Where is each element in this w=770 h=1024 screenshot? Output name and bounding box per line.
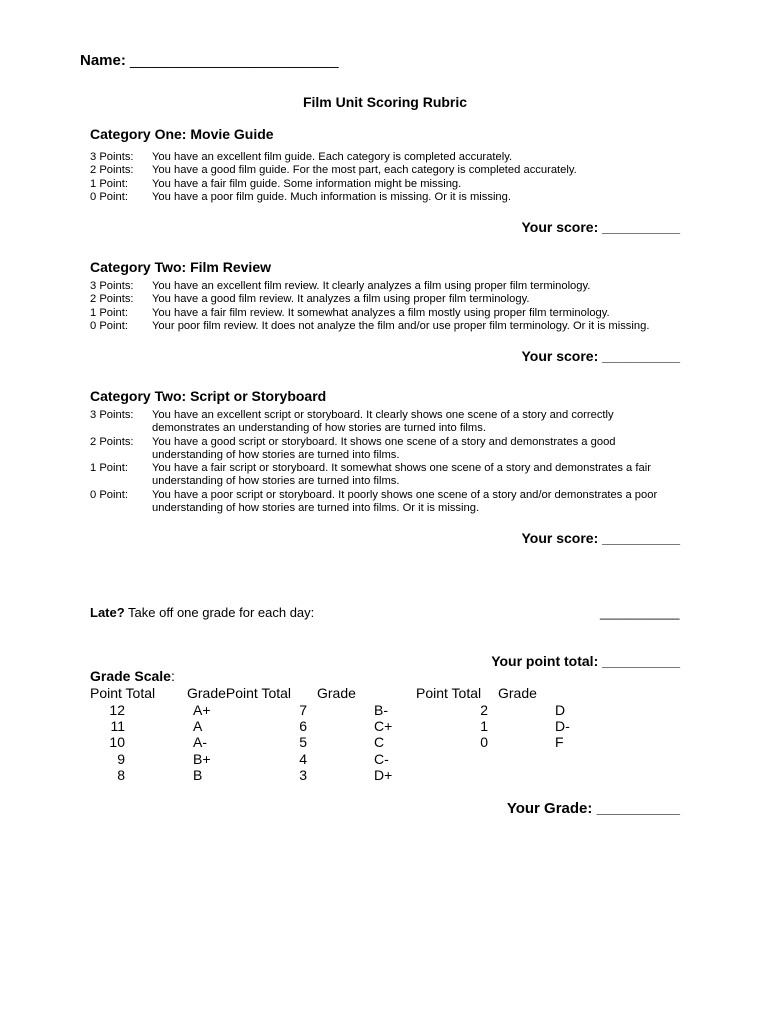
rubric-row [90, 489, 690, 516]
grade-point: 11 [110, 718, 125, 735]
grade-scale-label [90, 668, 175, 684]
points-description-cont: understanding of how stories are turned into films. [152, 475, 400, 488]
col2-points [270, 702, 307, 783]
category-three-rubric [90, 409, 690, 515]
category-three-title: Category Two: Script or Storyboard [90, 388, 327, 404]
late-instruction [90, 605, 314, 620]
header-grade-3: Grade [498, 685, 537, 701]
points-description: You have an excellent film review. It clearly analyzes a film using proper film terminology. [152, 280, 591, 292]
category-three-score[interactable]: Your score: __________ [521, 530, 680, 546]
header-point-total-1: Point Total [90, 685, 156, 701]
col3-points [450, 702, 488, 751]
points-description: You have a good film review. It analyzes a film using proper film terminology. [152, 293, 530, 306]
points-description: Your poor film review. It does not analyze the film and/or use proper film terminology. Or it is missing. [152, 319, 650, 332]
col1-points [90, 702, 125, 783]
rubric-row [90, 409, 690, 436]
points-label: 3 Points: [90, 409, 134, 421]
header-grade-point-total: GradePoint Total [187, 685, 292, 701]
points-description-cont: understanding of how stories are turned into films. Or it is missing. [152, 502, 480, 515]
points-description-cont: demonstrates an understanding of how stories are turned into films. [152, 422, 486, 435]
grade-letter: B [193, 766, 203, 783]
points-label: 3 Points: [90, 151, 134, 163]
your-grade[interactable]: Your Grade: __________ [506, 800, 680, 817]
grade-point: 8 [117, 766, 125, 783]
header-grade-2: Grade [317, 685, 356, 701]
col2-grades [374, 702, 392, 783]
grade-scale-title: Grade Scale [90, 668, 171, 684]
grade-point: 10 [109, 734, 125, 751]
points-description: You have a fair film review. It somewhat analyzes a film mostly using proper film terminology. [152, 306, 610, 319]
category-one-rubric [90, 151, 690, 204]
points-label: 3 Points: [90, 280, 134, 292]
category-one-title: Category One: Movie Guide [90, 126, 274, 142]
points-description: You have a poor script or storyboard. It poorly shows one scene of a story and/or demonstrates a poor [152, 488, 658, 501]
grade-point: 4 [299, 750, 307, 767]
rubric-row [90, 151, 690, 164]
rubric-row [90, 436, 690, 463]
points-description-cont: understanding of how stories are turned into films. [152, 448, 400, 461]
points-description: You have a fair script or storyboard. It somewhat shows one scene of a story and demonstrates a fair [152, 462, 651, 475]
point-total[interactable]: Your point total: __________ [491, 653, 680, 669]
rubric-row [90, 164, 690, 177]
grade-letter: C+ [374, 718, 393, 735]
points-description: You have an excellent script or storyboard. It clearly shows one scene of a story and correctly [152, 409, 614, 421]
grade-point: 0 [480, 734, 488, 751]
rubric-row [90, 307, 690, 320]
grade-point: 12 [109, 702, 125, 718]
category-two-rubric [90, 280, 690, 333]
grade-point: 2 [480, 702, 488, 718]
grade-letter: A+ [193, 702, 211, 718]
points-description: You have a fair film guide. Some information might be missing. [152, 177, 462, 190]
late-blank[interactable]: ___________ [600, 605, 680, 620]
grade-point: 9 [117, 750, 125, 767]
points-description: You have a good script or storyboard. It shows one scene of a story and demonstrates a good [152, 435, 616, 448]
name-field[interactable] [80, 52, 339, 69]
name-label: Name: [80, 52, 126, 69]
points-description: You have a good film guide. For the most part, each category is completed accurately. [152, 164, 577, 177]
points-description: You have an excellent film guide. Each category is completed accurately. [152, 151, 513, 163]
points-label: 2 Points: [90, 435, 134, 448]
grade-letter: A [193, 718, 203, 735]
rubric-row [90, 462, 690, 489]
points-label: 1 Point: [90, 306, 128, 319]
name-blank: _________________________ [130, 52, 339, 69]
rubric-row [90, 293, 690, 306]
points-label: 0 Point: [90, 190, 128, 203]
rubric-row [90, 320, 690, 333]
col1-grades [193, 702, 211, 783]
grade-letter: D+ [374, 766, 393, 783]
late-text: Take off one grade for each day: [124, 605, 315, 620]
late-label: Late? [90, 605, 125, 620]
points-label: 2 Points: [90, 164, 134, 177]
grade-letter: B+ [193, 750, 211, 767]
category-two-title: Category Two: Film Review [90, 259, 271, 275]
rubric-row [90, 178, 690, 191]
grade-scale-colon: : [170, 668, 175, 684]
grade-point: 7 [299, 702, 307, 718]
points-label: 0 Point: [90, 319, 128, 332]
page-title: Film Unit Scoring Rubric [302, 94, 468, 110]
header-point-total-3: Point Total [416, 685, 482, 701]
rubric-row [90, 280, 690, 293]
col3-grades [555, 702, 570, 751]
rubric-row [90, 191, 690, 204]
grade-letter: C [374, 734, 385, 751]
grade-letter: F [555, 734, 564, 751]
points-label: 2 Points: [90, 293, 134, 306]
grade-point: 3 [299, 766, 307, 783]
grade-point: 5 [299, 734, 307, 751]
grade-letter: D [555, 702, 566, 718]
grade-letter: B- [374, 702, 388, 718]
points-label: 0 Point: [90, 488, 128, 501]
grade-letter: D- [555, 718, 570, 735]
points-description: You have a poor film guide. Much information is missing. Or it is missing. [152, 190, 511, 203]
points-label: 1 Point: [90, 177, 128, 190]
category-two-score[interactable]: Your score: __________ [521, 348, 680, 364]
points-label: 1 Point: [90, 462, 128, 475]
grade-letter: A- [193, 734, 207, 751]
grade-point: 1 [480, 718, 488, 735]
grade-letter: C- [374, 750, 389, 767]
category-one-score[interactable]: Your score: __________ [521, 219, 680, 235]
grade-point: 6 [299, 718, 307, 735]
